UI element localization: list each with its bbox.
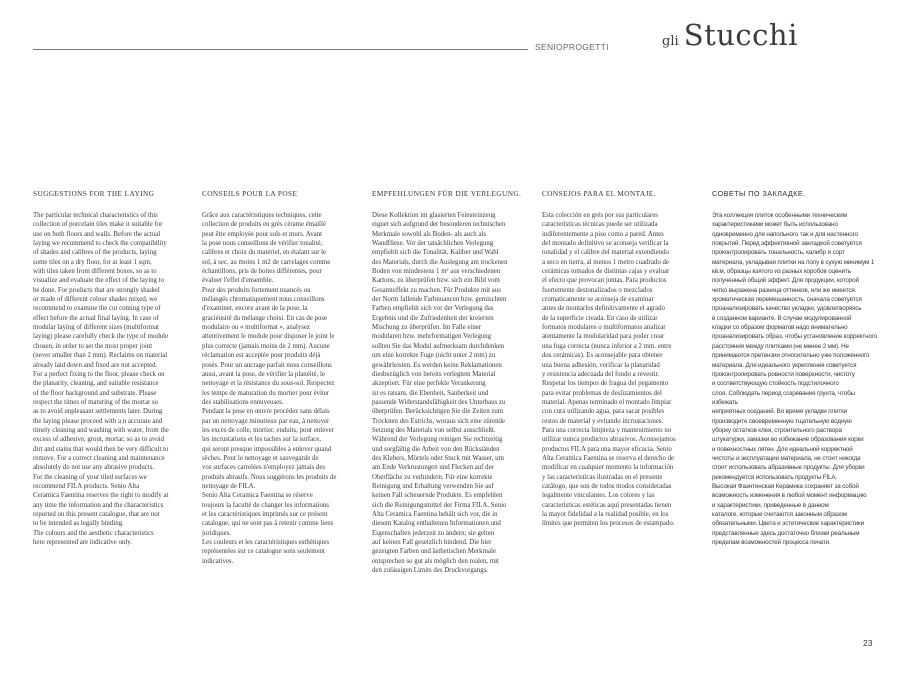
column-body: Diese Kollektion im glasierten Feinsteinzeug eignet sich aufgrund der besonderen technischen Merkmale sowohl als Boden- als auch als Wandfliese. Vor der tatsächlichen Verlegung empfiehlt sich die Tonalität, Kaliber und Wahl des Materials, durch die Auslegung am trockenen Boden von mindestens 1 m² aus verschiedenen Kartons, zu überprüfen bzw. sich ein Bild vom Gesamteffekt zu machen. Für Produkte mit aus der Norm fallende Farbnuancen bzw. gemischten Farben empfiehlt sich vor der Verlegung das Ergebnis und die Zufriedenheit der kreierten Mischung zu überprüfen. Im Falle einer modularen bzw. mehrformatigen Verlegung sollten Sie das Modul aufmerksam durchdenken um eine korrekte Fuge (nicht unter 2 mm) zu gewährleisten. Es werden keine Reklamationen diesbezüglich von bereits verlegtem Material akzeptiert. Für eine perfekte Verankerung ist es ratsam, die Ebenheit, Sauberkeit und passende Widerstandsfähigkeit des Unterbaus zu überprüfen. Berücksichtigen Sie die Zeiten zum Trocknen des Estrichs, woraus sich eine zürende Setzung des Materials von selbst ausschließt. Während der Verlegung reinigen Sie rechtzeitig und sorgfältig die Arbeit von den Rückständen des Klebers, Mörtels oder Stuck mit Wasser, um am Ende Verkrustungen und Flecken auf der Oberfläche zu verhindern. Für eine korrekte Reinigung und Erhaltung verwenden Sie auf keinen Fall scheuernde Produkte. Es empfehlen sich die Reinigungsmittel der Firma FILA. Senio Alta Ceramica Faentina behält sich vor, die in diesem Katalog enthaltenen Informationen und Eigenschaften jederzeit zu ändern; sie gelten auf keinen Fall gesetzlich bindend. Die hier gezeigten Farben und ästhetischen Merkmale entsprechen so gut als möglich den realen, mit den zulässigen Limits des Druckvorgangs.	[372, 212, 508, 575]
column-title: CONSEILS POUR LA POSE	[202, 189, 298, 198]
brand-prefix: gli	[662, 34, 679, 49]
column-body: Grâce aux caractéristiques techniques, cette collection de produits en grès cérame émaillé peut être employée pour sols et murs. Avant la pose nous conseillons de vérifier tonalité, calibres et choix du matériel, en étalant sur le sol, à sec, au moins 1 m2 de carrelages comme échantillons, pris de boites différentes, pour évaluer l'effet d'ensemble. Pour des produits fortement nuancés ou mélangés chromatiquement nous conseillons d'examiner, encore avant de la pose, la graciéusité du mélange choisi. En cas de pose modulaire ou « multiformat », analysez attentivement le module pour disposer le joint le plus correcte (jamais moins de 2 mm). Aucune réclamation est acceptée pour produits déjà posés. Pour un ancrage parfait nous conseillons aussi, avant la pose, de vérifier la planéité, le nettoyage et la résistance du sous-sol. Respectez les temps de maturation du mortier pour éviter des stabilisations ennuyeuses. Pendant la pose en œuvre procédez sans délais par un nettoyage minutieux par eau, à nettoyer les excès de colle, mortier, enduits, pour enlever les incrustations et les taches sur la surface, qui seront presque impossibles à enlever quand sèches. Pour le nettoyage et sauvegarde de vos surfaces carrelées n'employez jamais des produits abrasifs. Nous suggérons les produits de nettoyage de FILA. Senio Alta Ceramica Faentina se réserve toujours la faculté de changer les informations et les caractéristiques imprimés sur ce présent catalogue, qui ne sont pas à retenir comme liens juridiques. Les couleurs et les caractéristiques esthétiques représentées sur ce catalogue sons seulement indicatives.	[202, 212, 337, 565]
column-french	[202, 189, 362, 566]
column-german	[372, 189, 532, 575]
column-spanish	[542, 189, 702, 529]
column-body: Esta colección en grés por sus particulares características técnicas puede ser utilizada indiferentemente a piso como a pared. Antes del montado definitivo se aconseja verificar la tonalidad y el calibre del material extendiendo a seco en tierra, al menos 1 metro cuadrado de cerámicas tomados de distintas cajas y evaluar el efecto que provocan juntas. Para productos fuertemente destonalizados o mezclados cromaticamente se aconseja de examinar antes de montarlos definitivamente el agrado de la superficie creada. En caso de utilizar formatos modulares o multiformatos analizar atentamente la modularidad para poder crear una fuga correcta (nunca inferior a 2 mm. entre dos cerámicas). Es aconsejable para obtener una buena adhesión, verificar la planaridad y resistencia adecuada del fondo a revestir. Respetar los tiempos de fragua del pegamento para evitar problemas de deslizamientos del material. Apenas terminado el montado limpiar con cura utilizando agua, para sacar posibles restos de material y evitando incrustaciones. Para una correcta limpieza y mantenimiento no utilizar nunca productos abrasivos. Aconsejamos productos FILA para una mayor eficacia. Senio Alta Ceramica Faentina se reserva el derecho de modificar en cualquier momento la información y las características ilustradas en el presente catálogo, que son de todos modos consideradas legalmente vinculantes. Los colores y las características estéticas aquí presentadas tienen la mayor fidelidad a la realidad posible, en los límites que permiten los procesos de estampado.	[542, 212, 676, 528]
column-title: EMPFEHLUNGEN FÜR DIE VERLEGUNG.	[372, 189, 522, 198]
brand-logo	[662, 18, 798, 52]
header-rule	[33, 49, 528, 50]
column-title: СОВЕТЫ ПО ЗАКЛАДКЕ.	[712, 189, 806, 198]
page-number: 23	[863, 638, 873, 648]
column-title: SUGGESTIONS FOR THE LAYING	[33, 189, 155, 198]
column-title: CONSEJOS PARA EL MONTAJE.	[542, 189, 656, 198]
column-body: The particular technical characteristics of this collection of porcelain tiles make it suitable for use on both floors and walls. Before the actual laying we recommend to check the compatibility of shades and calibres of the products, laying some tiles on a dry floor, for at least 1 sqm, with tiles taken from different boxes, so as to visualize and evaluate the effect of the laying to be done. For products that are strongly shaded or made of different colour shades mixed, we recommend to examine the cut coming type of effect before the actual final laying. In case of modular laying of different sizes (multiformat laying) please carefully check the type of module chosen, in order to set the most proper joint (never smaller than 2 mm). Reclaims on material already laid down and fixed are not accepted. For a perfect fixing to the floor, please check on the planarity, cleaning, and suitable resistance of the floor background and substrate. Please respect the times of maturing of the mortar so as to avoid unpleasant settlements later. During the laying please proceed with a n accurate and timely cleaning and washing with water, from the excess of adhesive, grout, mortar, so as to avoid dirt and stains that would then be very difficult to remove. For a correct cleaning and maintenance absolutely do not use any abrasive products. For the cleaning of your tiled surfaces we recommend FILA products. Senio Alta Ceramica Faentina reserves the right to modify at any time the information and the characteristics reported on this present catalogue, that are not to be intended as legally binding. The colours and the aesthetic characteristics here represented are indicative only.	[33, 212, 169, 547]
column-english	[33, 189, 193, 547]
column-body: Эта коллекция плиток особенными техническим характеристиками может быть использовано одновременно для напольного так и для настенного покрытий. Перед эффективной закладкой советуется проконтролировать тональность, калибр и сорт материала, укладывая плитки на полу в сухую минимум 1 кв.м, образцы взятого из разных коробов оценить полученный общий эффект. Для продукции, которой четко выражена разница оттенков, или же имеется хроматическая перемешанность, сначала советуется проанализировать качество укладки, удовлетворяясь в созданном варианте. В случае модулированной кладки со образом форматов надо внимательно проанализировать образ, чтобы установление корректного расстояния между плитками (не менее 2 мм). Не принимаются претензии относительно уже положенного материала. Для идеального укрепления советуется проконтролировать ровности поверхности, чистоту и соответствующую стойкость подстилочного слоя. Соблюдать период созревания грунта, чтобы избежать неприятных оседаний. Во время укладки плитки производите своевременную тщательную водную уборку остатков клея, строительного раствора штукатурки, замазки во избежание образования корки и повехностных пятен. Для идеальной корректной чистоты и эксплуатации материала, не стоит никогда стоит использовать абразивные продукты. Для уборки рекомендуется использовать продукты FILA. Высокая Фаэнтинская Керамика сохраняет за собой возможность изменения в любой момент информацию и характеристики, приведенные в данном каталоге, которые считаются законным образом обязательными. Цвета и эстетические характеристики представленные здесь достаточно близки реальным пределам возможностей процесса печати.	[712, 212, 878, 547]
column-russian	[712, 189, 880, 547]
section-label: SENIOPROGETTI	[535, 42, 609, 52]
brand-name: Stucchi	[683, 18, 798, 52]
